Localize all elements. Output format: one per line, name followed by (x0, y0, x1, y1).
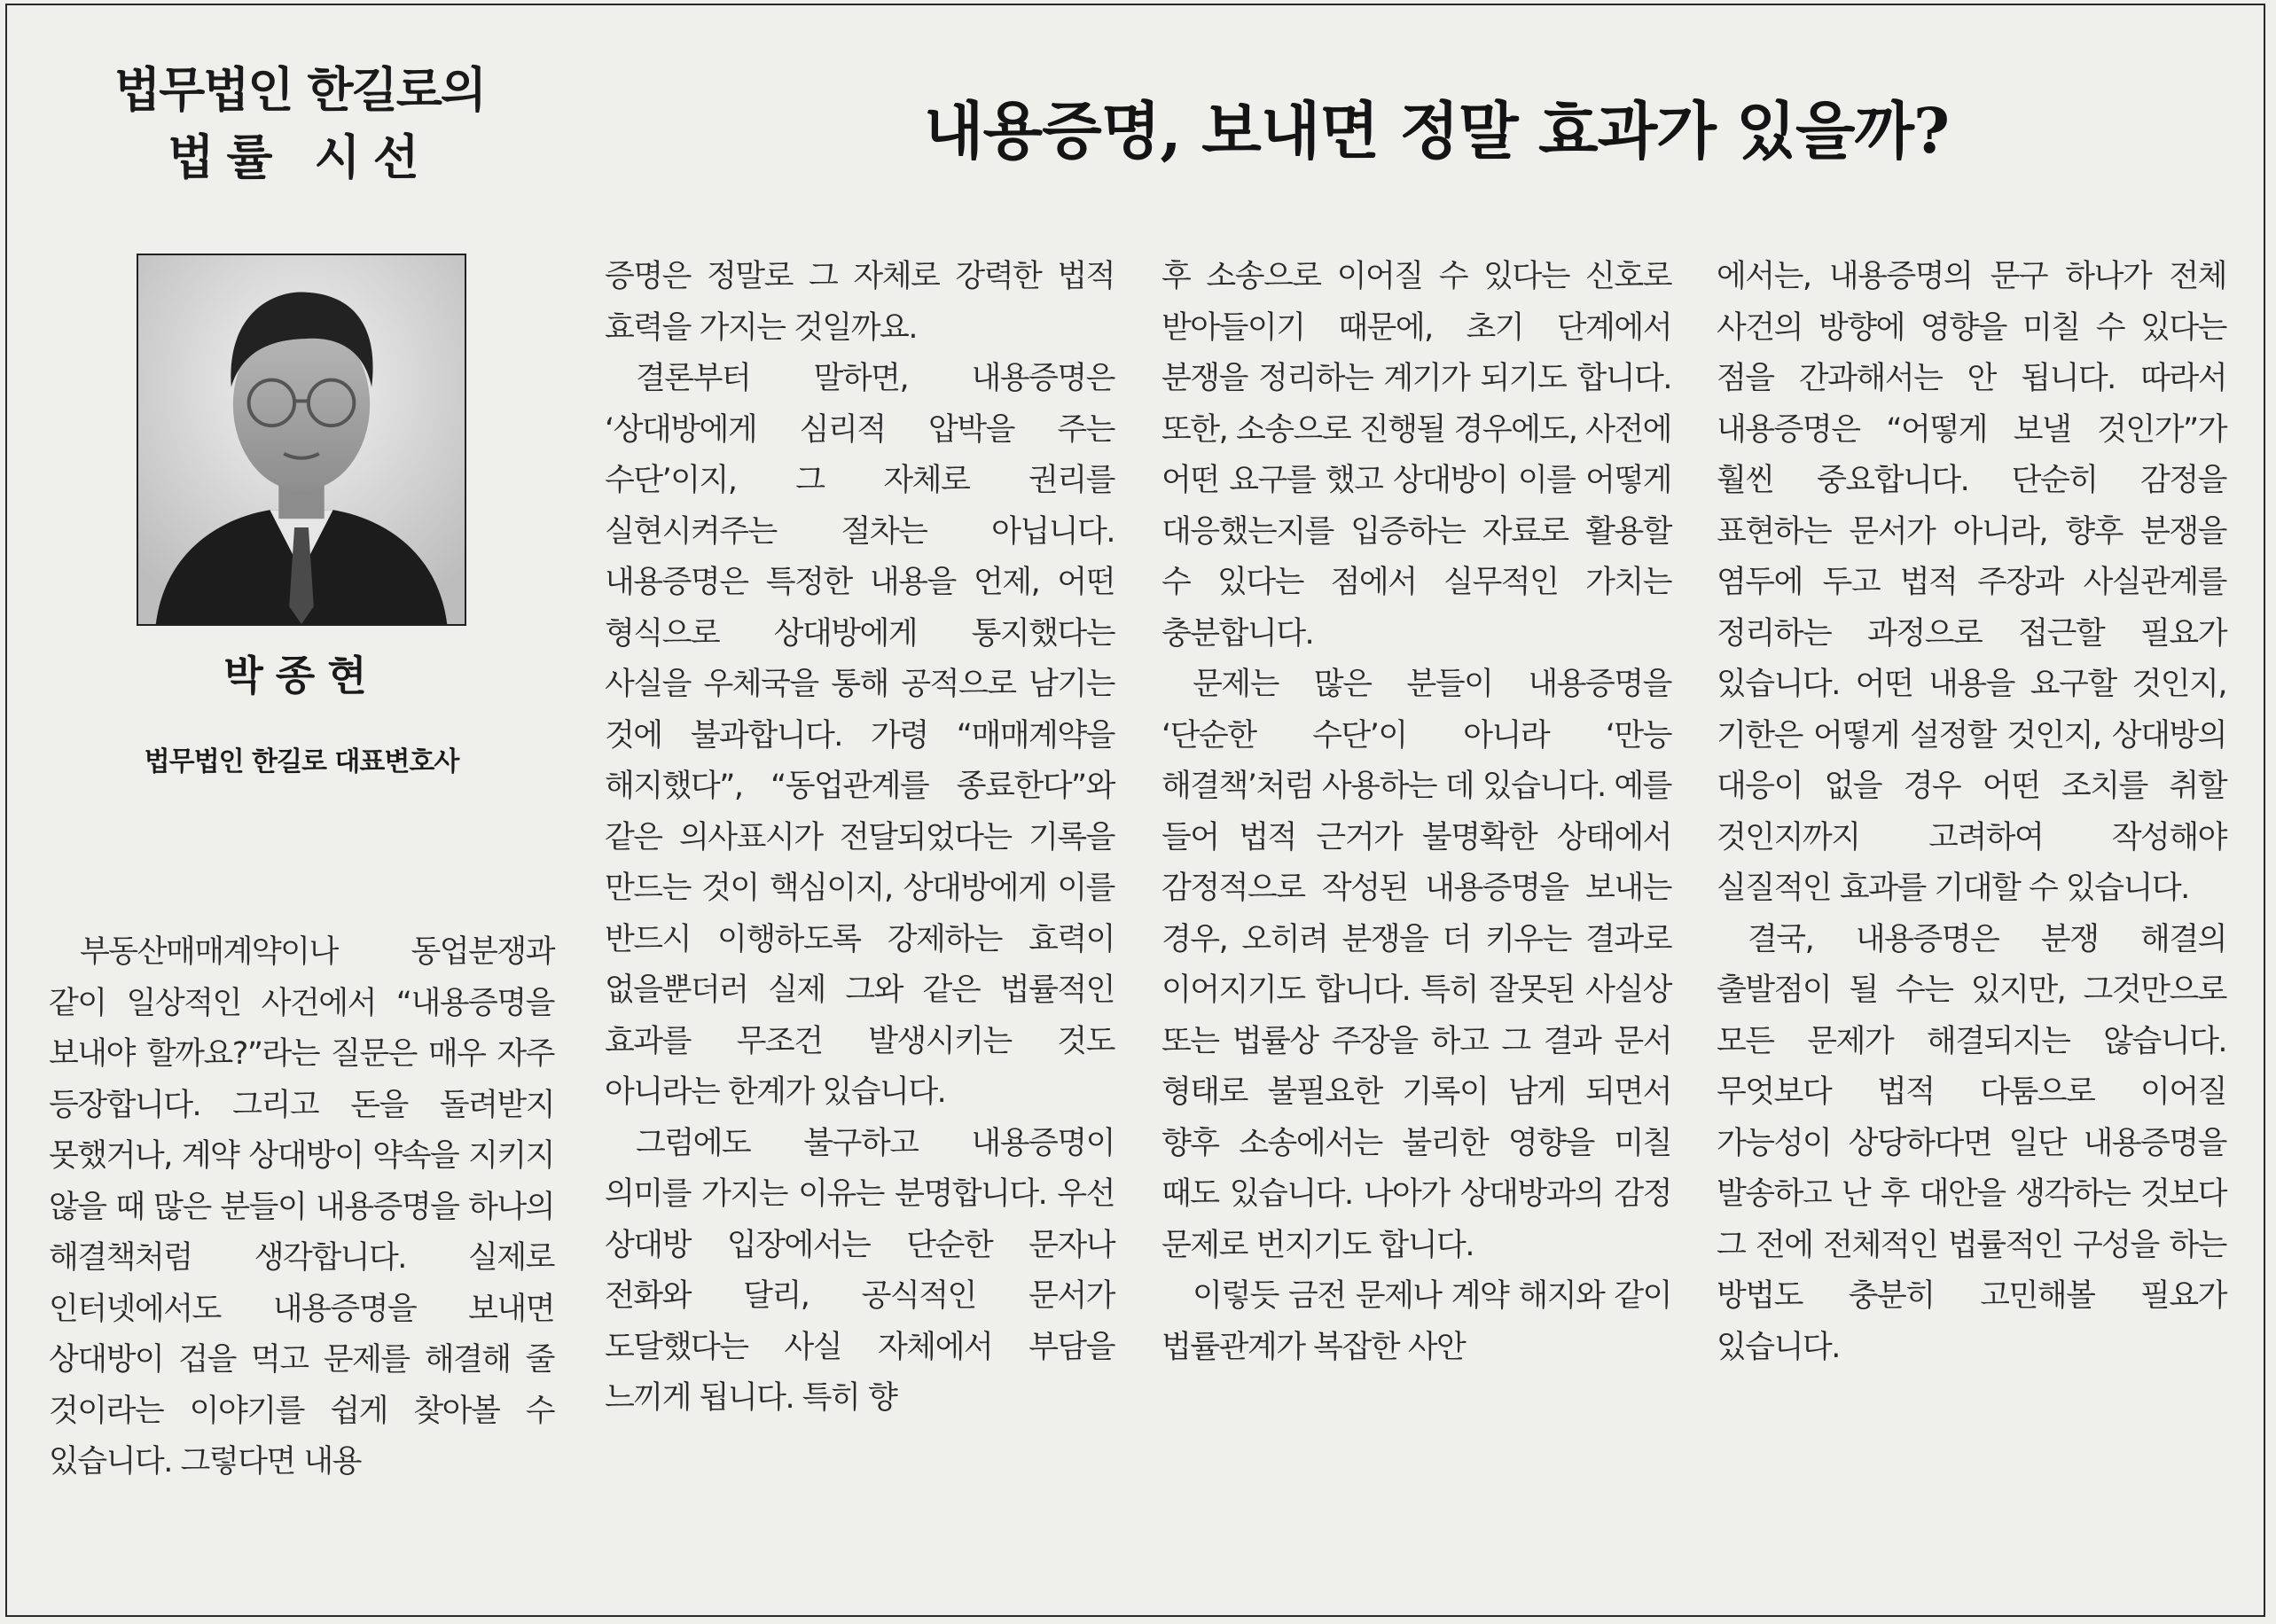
author-portrait-icon (138, 255, 465, 624)
body-column-3 (1161, 252, 1671, 1373)
paragraph: 결론부터 말하면, 내용증명은 ‘상대방에게 심리적 압박을 주는 수단’이지, 그 자체로 권리를 실현시켜주는 절차는 아닙니다. 내용증명은 특정한 내용을 언제, 어떤 형식으로 상대방에게 통지했다는 사실을 우체국을 통해 공적으로 남기는 것에 불과합니다. 가령 “매매계약을 해지했다”, “동업관계를 종료한다”와 같은 의사표시가 전달되었다는 기록을 만드는 것이 핵심이지, 상대방에게 이를 반드시 이행하도록 강제하는 효력이 없을뿐더러 실제 그와 같은 법률적인 효과를 무조건 발생시키는 것도 아니라는 한계가 있습니다. (605, 361, 1115, 1110)
article-headline: 내용증명, 보내면 정말 효과가 있을까? (923, 94, 1950, 168)
paragraph: 결국, 내용증명은 분쟁 해결의 출발점이 될 수는 있지만, 그것만으로 모든 문제가 해결되지는 않습니다. 무엇보다 법적 다툼으로 이어질 가능성이 상당하다면 일단 내용증명을 발송하고 난 후 대안을 생각하는 것보다 그 전에 전체적인 법률적인 구성을 하는 방법도 충분히 고민해볼 필요가 있습니다. (1717, 921, 2226, 1365)
author-name: 박종현 (223, 652, 379, 699)
body-column-4 (1717, 252, 2226, 1373)
paragraph: 문제는 많은 분들이 내용증명을 ‘단순한 수단’이 아니라 ‘만능 해결책’처럼 사용하는 데 있습니다. 예를 들어 법적 근거가 불명확한 상태에서 감정적으로 작성된 내용증명을 보내는 경우, 오히려 분쟁을 더 키우는 결과로 이어지기도 합니다. 특히 잘못된 사실상 또는 법률상 주장을 하고 그 결과 문서 형태로 불필요한 기록이 남게 되면서 향후 소송에서는 불리한 영향을 미칠 때도 있습니다. 나아가 상대방과의 감정 문제로 번지기도 합니다. (1161, 667, 1671, 1263)
paragraph: 이렇듯 금전 문제나 계약 해지와 같이 법률관계가 복잡한 사안 (1161, 1278, 1671, 1365)
column-series-title (105, 59, 495, 193)
paragraph: 후 소송으로 이어질 수 있다는 신호로 받아들이기 때문에, 초기 단계에서 분쟁을 정리하는 계기가 되기도 합니다. 또한, 소송으로 진행될 경우에도, 사전에 어떤 요구를 했고 상대방이 이를 어떻게 대응했는지를 입증하는 자료로 활용할 수 있다는 점에서 실무적인 가치는 충분합니다. (1161, 259, 1671, 652)
paragraph: 에서는, 내용증명의 문구 하나가 전체 사건의 방향에 영향을 미칠 수 있다는 점을 간과해서는 안 됩니다. 따라서 내용증명은 “어떻게 보낼 것인가”가 훨씬 중요합니다. 단순히 감정을 표현하는 문서가 아니라, 향후 분쟁을 염두에 두고 법적 주장과 사실관계를 정리하는 과정으로 접근할 필요가 있습니다. 어떤 내용을 요구할 것인지, 기한은 어떻게 설정할 것인지, 상대방의 대응이 없을 경우 어떤 조치를 취할 것인지까지 고려하여 작성해야 실질적인 효과를 기대할 수 있습니다. (1717, 259, 2226, 906)
paragraph: 그럼에도 불구하고 내용증명이 의미를 가지는 이유는 분명합니다. 우선 상대방 입장에서는 단순한 문자나 전화와 달리, 공식적인 문서가 도달했다는 사실 자체에서 부담을 느끼게 됩니다. 특히 향 (605, 1125, 1115, 1416)
paragraph: 부동산매매계약이나 동업분쟁과 같이 일상적인 사건에서 “내용증명을 보내야 할까요?”라는 질문은 매우 자주 등장합니다. 그리고 돈을 돌려받지 못했거나, 계약 상대방이 약속을 지키지 않을 때 많은 분들이 내용증명을 하나의 해결책처럼 생각합니다. 실제로 인터넷에서도 내용증명을 보내면 상대방이 겁을 먹고 문제를 해결해 줄 것이라는 이야기를 쉽게 찾아볼 수 있습니다. 그렇다면 내용 (49, 934, 554, 1480)
body-column-1 (49, 927, 554, 1488)
paragraph: 증명은 정말로 그 자체로 강력한 법적 효력을 가지는 것일까요. (605, 259, 1115, 346)
author-photo (137, 254, 466, 626)
author-title: 법무법인 한길로 대표변호사 (144, 746, 459, 777)
body-column-2 (605, 252, 1115, 1425)
column-series-line2: 법률 시선 (168, 129, 432, 185)
column-series-line1: 법무법인 한길로의 (113, 62, 486, 118)
